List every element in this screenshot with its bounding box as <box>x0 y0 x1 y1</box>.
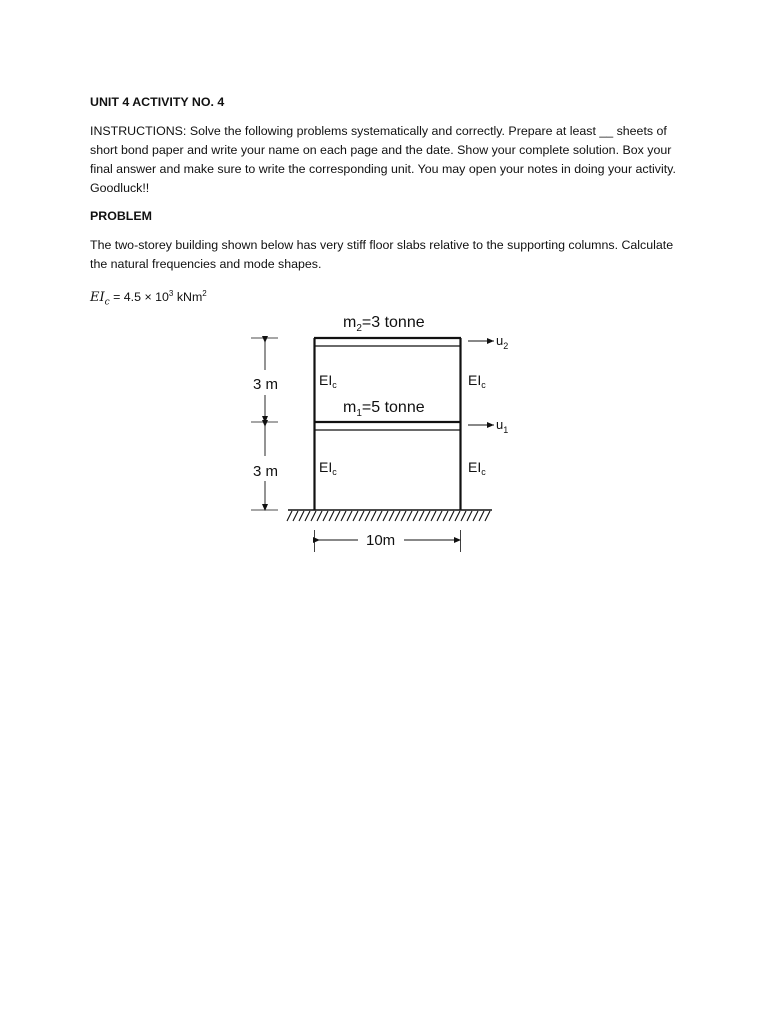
ground-hatch-line <box>395 511 400 521</box>
column-label-upper-left: $EI_c$ <box>319 372 337 390</box>
ground-hatch-line <box>407 511 412 521</box>
ground-hatch-line <box>359 511 364 521</box>
ground-hatch-line <box>335 511 340 521</box>
ground-hatch-line <box>443 511 448 521</box>
instructions-paragraph: INSTRUCTIONS: Solve the following problems systematically and correctly. Prepare at least __ sheets of short bond paper and write your name on each page and the date. Show your complete solution. Box your final answer and make sure to write the corresponding unit. You may open your notes in doing your activity. Goodluck!! <box>90 124 676 195</box>
ground-hatch-line <box>317 511 322 521</box>
ground-hatch-line <box>431 511 436 521</box>
ground-hatch-line <box>293 511 298 521</box>
activity-title: UNIT 4 ACTIVITY NO. 4 <box>90 95 225 109</box>
ground-hatch-line <box>353 511 358 521</box>
problem-heading: PROBLEM <box>90 209 152 223</box>
ground-hatch-line <box>461 511 466 521</box>
ground-hatch-line <box>419 511 424 521</box>
formula-unit: kNm <box>173 290 203 305</box>
ground-hatch-line <box>467 511 472 521</box>
column-label-upper-right: $EI_c$ <box>468 372 486 390</box>
column-label-lower-left: $EI_c$ <box>319 459 337 477</box>
span-dimension <box>315 530 461 552</box>
ground-hatch-line <box>473 511 478 521</box>
ground-hatch-line <box>365 511 370 521</box>
ground-hatch-line <box>425 511 430 521</box>
ground-hatch-line <box>347 511 352 521</box>
vertical-dimension-bottom <box>251 422 278 510</box>
formula-unit-exponent: 2 <box>202 289 207 298</box>
svg-text:10m: 10m <box>366 532 396 549</box>
column-label-lower-right: $EI_c$ <box>468 459 486 477</box>
first-floor-slab <box>314 422 461 430</box>
ground-hatch-line <box>299 511 304 521</box>
ground-hatch-line <box>413 511 418 521</box>
ground-hatch-line <box>485 511 490 521</box>
ground-hatch-line <box>401 511 406 521</box>
ground-hatch-line <box>389 511 394 521</box>
svg-text:3 m: 3 m <box>253 463 279 480</box>
ground-hatch-line <box>371 511 376 521</box>
displacement-u2-arrow <box>468 333 508 351</box>
ground-hatch-line <box>311 511 316 521</box>
ground-hatch-line <box>341 511 346 521</box>
ground-hatch-line <box>287 511 292 521</box>
ground-hatch-line <box>449 511 454 521</box>
ground-hatch-line <box>479 511 484 521</box>
displacement-u1-arrow <box>468 417 508 435</box>
formula-exponent: 3 <box>168 289 174 298</box>
formula-symbol: $EI_c$ <box>90 290 110 308</box>
mass-bottom-label: $m_1=5$ tonne <box>343 399 425 419</box>
mass-top-label: $m_2=3$ tonne <box>343 314 425 334</box>
ground-hatch-line <box>323 511 328 521</box>
top-floor-slab <box>314 338 461 346</box>
vertical-dimension-top <box>251 338 278 420</box>
svg-text:u2: $u_2$ <box>496 333 509 351</box>
ground-hatch-line <box>455 511 460 521</box>
formula-value: = 4.5 × 10 <box>109 290 169 305</box>
problem-statement: The two-storey building shown below has very stiff floor slabs relative to the supporting columns. Calculate the natural frequencies and mode shapes. <box>90 238 674 271</box>
ground-hatch-line <box>437 511 442 521</box>
svg-text:u1: $u_1$ <box>496 417 509 435</box>
ground-hatch-line <box>383 511 388 521</box>
ground-hatch-line <box>305 511 310 521</box>
ground-hatch-line <box>329 511 334 521</box>
ground-support <box>287 510 492 521</box>
ground-hatch-line <box>377 511 382 521</box>
svg-text:3 m: 3 m <box>253 376 279 393</box>
